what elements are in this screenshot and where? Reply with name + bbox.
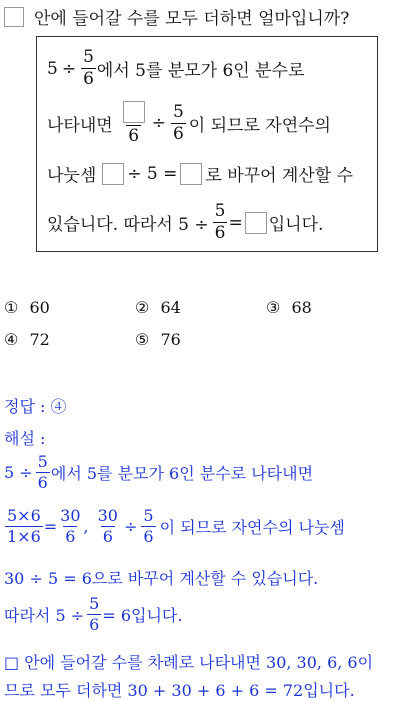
choice-value: 68 [291,298,312,317]
question-header [4,4,349,29]
explanation-line-2: $\frac{5\times 6}{1\times 6}$ = $\frac{30}{6}$ , $\frac{30}{6}$ ÷ $\frac{5}{6}$ 이 되므로 자연수의 나눗셈 [7,506,345,546]
box-line-1 [47,49,304,88]
fraction-5-6: $\frac{5}{6}$ [172,101,184,144]
box-line-2-rest: 이 되므로 자연수의 [188,115,331,136]
choice-2[interactable] [135,298,181,317]
divide-sign: ÷ [61,58,77,79]
fraction-5-6: $\frac{5}{6}$ [37,452,48,492]
equals-sign: = [228,212,243,233]
choice-number: ⑤ [135,330,150,349]
fraction-blank-6: 6 [121,101,147,145]
choice-4[interactable] [4,330,50,349]
fraction-5-6: $\frac{5}{6}$ [83,47,94,89]
blank-box-icon [4,7,24,27]
answer-label: 정답 : ④ [4,397,67,416]
choice-number: ④ [4,330,19,349]
blank-box-1[interactable] [123,101,145,123]
choice-number: ① [4,298,19,317]
question-title: 안에 들어갈 수를 모두 더하면 얼마입니까? [34,9,350,29]
explanation-line-4: 따라서 5 ÷ $\frac{5}{6}$ = 6입니다. [4,594,183,634]
fraction-30-6: $\frac{30}{6}$ [97,506,118,546]
number-5: 5 [47,58,58,79]
box-line-2 [47,101,331,145]
box-line-4-text: 있습니다. 따라서 5 ÷ [47,215,209,235]
box-line-4-rest: 입니다. [268,215,324,235]
explanation-line-6: 므로 모두 더하면 30 + 30 + 6 + 6 = 72입니다. [4,681,355,700]
box-line-3 [47,161,353,186]
choice-value: 64 [160,298,181,317]
choice-1[interactable] [4,298,50,317]
box-line-4 [47,203,323,242]
choice-value: 76 [160,330,181,349]
fraction-5x6-1x6: $\frac{5\times 6}{1\times 6}$ [7,506,41,546]
explanation-line-1: 5 ÷ $\frac{5}{6}$ 에서 5를 분모가 6인 분수로 나타내면 [4,452,314,492]
blank-box-3[interactable] [180,163,202,185]
box-line-3-rest: 로 바꾸어 계산할 수 [205,166,353,186]
box-line-3-text: 나눗셈 [47,166,97,186]
explanation-line-3: 30 ÷ 5 = 6으로 바꾸어 계산할 수 있습니다. [4,569,319,588]
choice-value: 72 [29,330,50,349]
choice-3[interactable] [266,298,312,317]
fraction-30-6: $\frac{30}{6}$ [60,506,81,546]
choice-number: ③ [266,298,281,317]
choice-number: ② [135,298,150,317]
box-line-1-text: 에서 5를 분모가 6인 분수로 [96,61,305,81]
divide-sign: ÷ [151,113,166,133]
choice-5[interactable] [135,330,181,349]
explanation-label: 해설 : [4,429,46,448]
fraction-5-6: $\frac{5}{6}$ [89,594,100,634]
fraction-5-6: $\frac{5}{6}$ [214,201,226,243]
box-line-2-text: 나타내면 [47,115,113,136]
blank-box-4[interactable] [245,212,267,234]
choice-value: 60 [29,298,50,317]
fraction-5-6: $\frac{5}{6}$ [143,506,154,546]
blank-box-2[interactable] [102,163,124,185]
explanation-line-5: □ 안에 들어갈 수를 차례로 나타내면 30, 30, 6, 6이 [4,653,374,672]
divide-by-5-equals: ÷ 5 = [127,163,178,184]
problem-box [36,36,378,252]
